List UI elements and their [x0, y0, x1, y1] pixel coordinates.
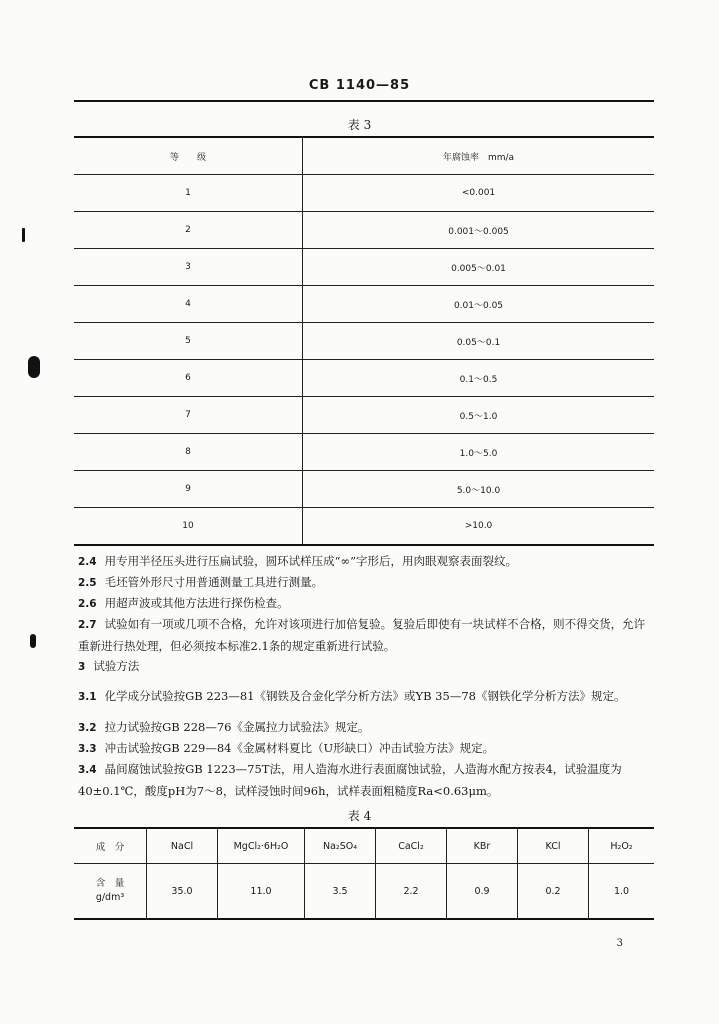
value-cell: 11.0 [218, 864, 305, 920]
rate-cell: 1.0～5.0 [303, 434, 655, 471]
table-row [74, 434, 654, 471]
section-title: 试验方法 [93, 659, 140, 673]
table-row [74, 397, 654, 434]
col-header-kcl: KCl [518, 828, 589, 864]
clause-text: 用专用半径压头进行压扁试验，圆环试样压成“∞”字形后，用肉眼观察表面裂纹。 [104, 554, 517, 568]
table-header-row [74, 137, 654, 175]
row-label-line2: g/dm³ [95, 892, 125, 903]
clause-text: 拉力试验按GB 228—76《金属拉力试验法》规定。 [104, 720, 370, 734]
row-label-content [74, 864, 147, 920]
header-rule [74, 100, 654, 102]
rate-cell: 0.01～0.05 [303, 286, 655, 323]
col-header-component: 成 分 [74, 828, 147, 864]
col-header-mgcl2: MgCl₂·6H₂O [218, 828, 305, 864]
corrosion-grade-table [74, 136, 654, 546]
clause-3-1 [78, 686, 654, 708]
page-number: 3 [616, 938, 623, 949]
col-header-nacl: NaCl [147, 828, 218, 864]
section-number: 3 [78, 661, 86, 673]
clause-number: 3.1 [78, 691, 97, 703]
table-row [74, 864, 654, 920]
grade-cell: 9 [74, 471, 303, 508]
col-header-grade: 等 级 [74, 137, 303, 175]
clause-2-6 [78, 593, 654, 615]
value-cell: 1.0 [613, 885, 630, 897]
clause-number: 2.5 [78, 577, 97, 589]
clause-text: 冲击试验按GB 229—84《金属材料夏比（U形缺口）冲击试验方法》规定。 [104, 741, 495, 755]
row-label-line1: 含 量 [95, 878, 125, 889]
clause-number: 3.4 [78, 764, 97, 776]
table-row [74, 249, 654, 286]
grade-cell: 4 [74, 286, 303, 323]
grade-cell: 6 [74, 360, 303, 397]
table-row [74, 471, 654, 508]
value-cell: 3.5 [305, 864, 376, 920]
table-row [74, 175, 654, 212]
grade-cell: 2 [74, 212, 303, 249]
grade-cell: 10 [74, 508, 303, 546]
grade-cell: 3 [74, 249, 303, 286]
clause-text: 试验如有一项或几项不合格，允许对该项进行加倍复验。复验后即使有一块试样不合格，则不得交货，允许重新进行热处理，但必须按本标准2.1条的规定重新进行试验。 [78, 617, 646, 653]
clause-text: 毛坯管外形尺寸用普通测量工具进行测量。 [104, 575, 324, 589]
value-cell: 2.2 [376, 864, 447, 920]
clause-3-2 [78, 717, 654, 739]
clause-number: 2.4 [78, 556, 97, 568]
grade-cell: 7 [74, 397, 303, 434]
table-header-row [74, 828, 654, 864]
clause-number: 3.3 [78, 743, 97, 755]
value-cell: 35.0 [147, 864, 218, 920]
col-header-cacl2: CaCl₂ [376, 828, 447, 864]
value-cell: 0.9 [447, 864, 518, 920]
clause-text: 用超声波或其他方法进行探伤检查。 [104, 596, 289, 610]
table-row [74, 508, 654, 546]
document-code: CB 1140—85 [308, 78, 411, 93]
binding-hole-mark [28, 356, 40, 378]
value-cell: 0.2 [518, 864, 589, 920]
scan-speck [30, 634, 36, 648]
col-header-rate: 年腐蚀率 mm/a [303, 137, 655, 175]
rate-cell: 0.1～0.5 [303, 360, 655, 397]
grade-cell: 5 [74, 323, 303, 360]
table-row [74, 212, 654, 249]
rate-cell: <0.001 [303, 175, 655, 212]
clause-2-7 [78, 614, 654, 657]
clause-3-4 [78, 759, 654, 802]
table-row [74, 286, 654, 323]
rate-cell: 0.5～1.0 [303, 397, 655, 434]
clause-number: 3.2 [78, 722, 97, 734]
artificial-seawater-table [74, 827, 654, 920]
col-header-na2so4: Na₂SO₄ [305, 828, 376, 864]
clause-3-3 [78, 738, 654, 760]
rate-cell: 5.0～10.0 [303, 471, 655, 508]
grade-cell: 8 [74, 434, 303, 471]
clause-number: 2.7 [78, 619, 97, 631]
table-row [74, 323, 654, 360]
rate-cell: 0.001～0.005 [303, 212, 655, 249]
clause-number: 2.6 [78, 598, 97, 610]
clause-2-5 [78, 572, 654, 594]
rate-cell: 0.05～0.1 [303, 323, 655, 360]
scan-speck [22, 228, 25, 242]
clause-2-4 [78, 551, 654, 573]
clause-text: 化学成分试验按GB 223—81《钢铁及合金化学分析方法》或YB 35—78《钢铁化学分析方法》规定。 [104, 689, 626, 703]
col-header-kbr: KBr [447, 828, 518, 864]
grade-cell: 1 [74, 175, 303, 212]
table3-caption: 表 3 [347, 118, 372, 132]
col-header-h2o2: H₂O₂ [589, 828, 655, 864]
section-3-heading [78, 658, 139, 674]
rate-cell: 0.005～0.01 [303, 249, 655, 286]
table4-caption: 表 4 [347, 809, 372, 823]
table-row [74, 360, 654, 397]
clause-text: 晶间腐蚀试验按GB 1223—75T法，用人造海水进行表面腐蚀试验，人造海水配方按表4，试验温度为40±0.1℃，酸度pH为7～8，试样浸蚀时间96h，试样表面粗糙度Ra<0.63μm。 [78, 762, 622, 798]
rate-cell: >10.0 [303, 508, 655, 546]
